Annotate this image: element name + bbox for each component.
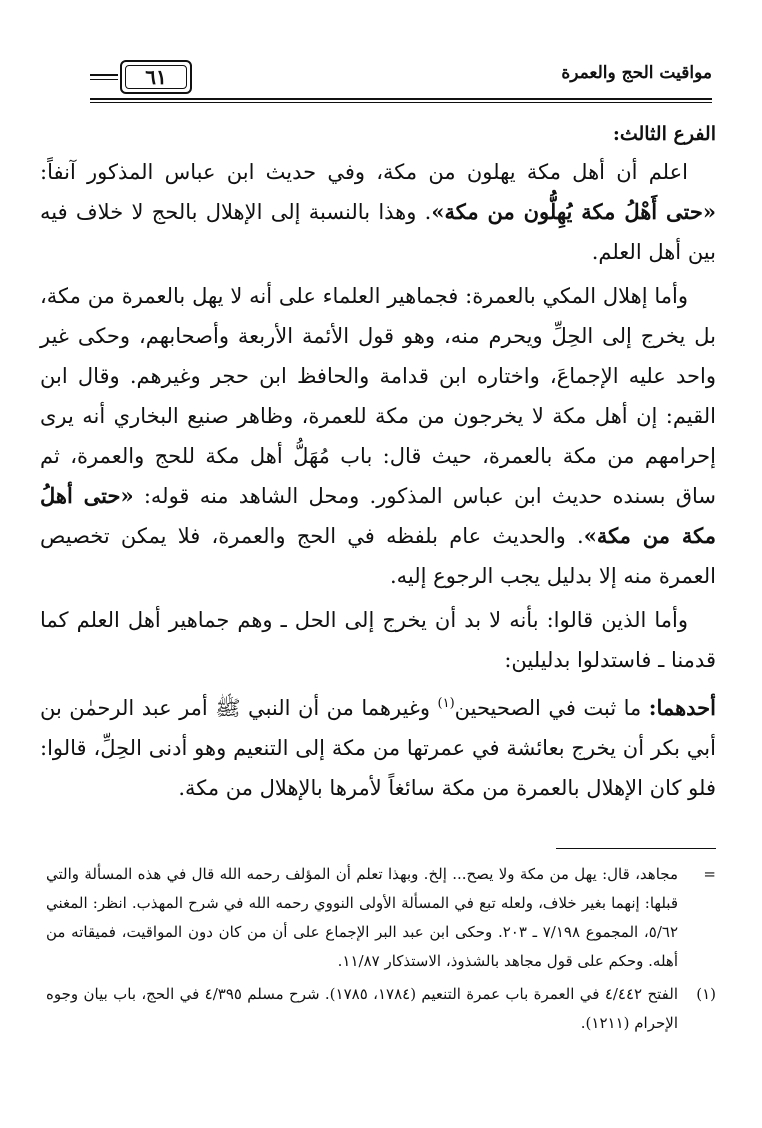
- paragraph-1: [40, 152, 716, 272]
- hadith-quote-1: «حتى أَهْلُ مكة يُهِلُّون من مكة»: [431, 199, 716, 224]
- paragraph-2-text-a: وأما إهلال المكي بالعمرة: فجماهير العلماء على أنه لا يهل بالعمرة من مكة، بل يخرج إلى الحِلِّ ويحرم منه، وهو قول الأئمة الأربعة وأصحابهم، وحكى غير واحد عليه الإجماعَ، واختاره ابن قدامة والحافظ ابن حجر وغيرهم. وقال ابن القيم: إن أهل مكة لا يخرجون من مكة للعمرة، وظاهر صنيع البخاري أنه يرى إحرامهم من مكة بالعمرة، حيث قال: باب مُهَلُّ أهل مكة للحج والعمرة، ثم ساق بسنده حديث ابن عباس المذكور. ومحل الشاهد منه قوله:: [40, 284, 716, 508]
- running-title: مواقيت الحج والعمرة: [553, 63, 712, 83]
- footnote-text: مجاهد، قال: يهل من مكة ولا يصح... إلخ. وبهذا تعلم أن المؤلف رحمه الله قال في هذه المسألة والتي قبلها: إنهما بغير خلاف، ولعله تبع في المسألة الأولى النووي رحمه الله في شرح المهذب. انظر: المغني ٥/٦٢، المجموع ٧/١٩٨ ـ ٢٠٣. وحكى ابن عبد البر الإجماع على أن من كان دون المواقيت، فميقاته من أهله. وحكم على قول مجاهد بالشذوذ، الاستذكار ١١/٨٧.: [46, 865, 679, 970]
- header-side-rule-thin: [90, 79, 118, 80]
- footnote-continued: [46, 860, 716, 976]
- paragraph-1-text-a: اعلم أن أهل مكة يهلون من مكة، وفي حديث ابن عباس المذكور آنفاً:: [40, 160, 688, 184]
- paragraph-2: [40, 276, 716, 596]
- header-rule: [90, 98, 712, 100]
- header-rule-thin: [90, 102, 712, 103]
- page-number: ٦١: [145, 65, 167, 89]
- paragraph-4-text-b: وغيرهما من أن النبي ﷺ أمر عبد الرحمٰن بن أبي بكر أن يخرج بعائشة في عمرتها من مكة إلى التنعيم وهو أدنى الحِلِّ، قالوا: فلو كان الإهلال بالعمرة من مكة سائغاً لأمرها بالإهلال من مكة.: [40, 696, 716, 800]
- page-number-box: [120, 60, 192, 94]
- header-side-rule: [90, 74, 118, 76]
- footnote-mark: =: [703, 865, 716, 883]
- hadith-quote-2: «حتى أهلُ مكة من مكة»: [40, 483, 716, 548]
- paragraph-4-lead: أحدهما:: [648, 695, 716, 720]
- footnote-mark: (١): [696, 985, 716, 1003]
- footnotes: [46, 860, 716, 1042]
- paragraph-2-text-b: . والحديث عام بلفظه في الحج والعمرة، فلا يمكن تخصيص العمرة منه إلا بدليل يجب الرجوع إليه.: [40, 524, 716, 588]
- paragraph-4: [40, 684, 716, 808]
- paragraph-1-text-b: . وهذا بالنسبة إلى الإهلال بالحج لا خلاف فيه بين أهل العلم.: [40, 200, 716, 264]
- paragraph-4-text-a: ما ثبت في الصحيحين: [454, 696, 649, 720]
- footnote-reference: (١): [437, 696, 455, 711]
- main-text: [40, 118, 716, 812]
- footnote-text: الفتح ٤/٤٤٢ في العمرة باب عمرة التنعيم (١٧٨٤، ١٧٨٥). شرح مسلم ٤/٣٩٥ في الحج، باب بيان وجوه الإحرام (١٢١١).: [46, 985, 678, 1032]
- paragraph-3: وأما الذين قالوا: بأنه لا بد أن يخرج إلى الحل ـ وهم جماهير أهل العلم كما قدمنا ـ فاستدلوا بدليلين:: [40, 608, 716, 672]
- page-header: [90, 60, 712, 104]
- footnote-separator: [556, 848, 716, 849]
- section-heading: الفرع الثالث:: [612, 123, 716, 145]
- footnote-1: [46, 980, 716, 1038]
